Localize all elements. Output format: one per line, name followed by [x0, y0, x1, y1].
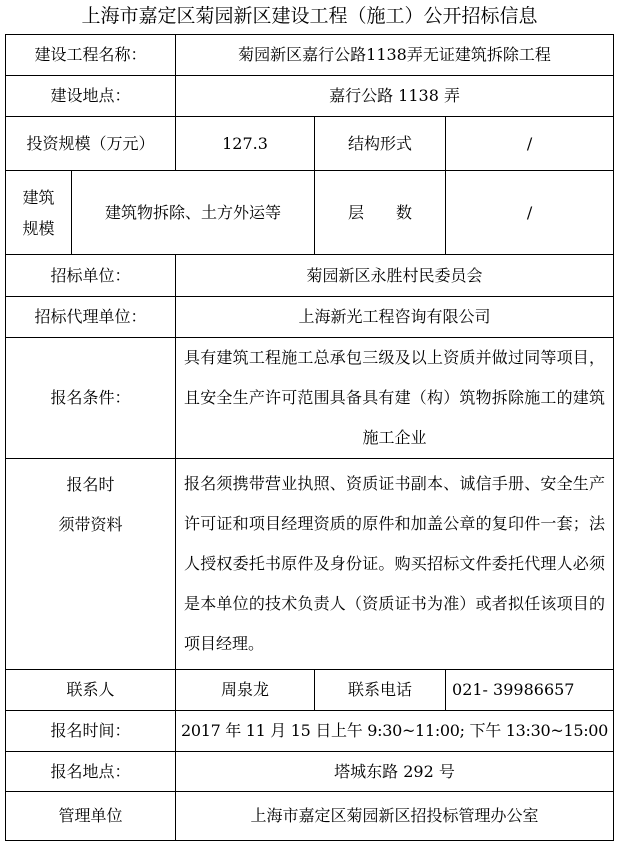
- contact-label: 联系人: [6, 670, 176, 711]
- structure-value: /: [446, 117, 614, 171]
- reg-time-label: 报名时间：: [6, 711, 176, 752]
- reg-time-value: 2017 年 11 月 15 日上午 9:30~11:00; 下午 13:30~15:00: [176, 711, 614, 752]
- floors-label: 层 数: [315, 171, 446, 255]
- row-investment: [6, 117, 614, 171]
- reg-place-label: 报名地点：: [6, 752, 176, 792]
- row-reg-time: [6, 711, 614, 752]
- materials-value: 报名须携带营业执照、资质证书副本、诚信手册、安全生产许可证和项目经理资质的原件和加盖公章的复印件一套；法人授权委托书原件及身份证。购买招标文件委托代理人必须是本单位的技术负责人（资质证书为准）或者拟任该项目的项目经理。: [176, 459, 614, 670]
- contact-value: 周泉龙: [176, 670, 315, 711]
- reg-place-value: 塔城东路 292 号: [176, 752, 614, 792]
- investment-value: 127.3: [176, 117, 315, 171]
- tenderer-label: 招标单位：: [6, 255, 176, 297]
- row-reg-place: [6, 752, 614, 792]
- row-conditions: [6, 338, 614, 459]
- row-tenderer: [6, 255, 614, 297]
- scale-label-line1: 建筑: [22, 187, 55, 207]
- location-value: 嘉行公路 1138 弄: [176, 76, 614, 117]
- scale-value: 建筑物拆除、土方外运等: [72, 171, 315, 255]
- admin-value: 上海市嘉定区菊园新区招投标管理办公室: [176, 792, 614, 841]
- agent-value: 上海新光工程咨询有限公司: [176, 297, 614, 338]
- conditions-value: 具有建筑工程施工总承包三级及以上资质并做过同等项目，且安全生产许可范围具备具有建（构）筑物拆除施工的建筑施工企业: [176, 338, 614, 459]
- materials-label-line2: 须带资料: [58, 515, 123, 534]
- location-label: 建设地点：: [6, 76, 176, 117]
- row-contact: [6, 670, 614, 711]
- admin-label: 管理单位: [6, 792, 176, 841]
- row-location: [6, 76, 614, 117]
- agent-label: 招标代理单位：: [6, 297, 176, 338]
- row-agent: [6, 297, 614, 338]
- scale-label-line2: 规模: [22, 218, 55, 238]
- project-name-label: 建设工程名称：: [6, 35, 176, 76]
- conditions-label: 报名条件：: [6, 338, 176, 459]
- tender-info-table: [5, 34, 614, 841]
- phone-label: 联系电话: [315, 670, 446, 711]
- project-name-value: 菊园新区嘉行公路1138弄无证建筑拆除工程: [176, 35, 614, 76]
- investment-label: 投资规模（万元）: [6, 117, 176, 171]
- row-scale: [6, 171, 614, 255]
- materials-label-line1: 报名时: [66, 475, 115, 494]
- tenderer-value: 菊园新区永胜村民委员会: [176, 255, 614, 297]
- materials-label: [6, 459, 176, 670]
- structure-label: 结构形式: [315, 117, 446, 171]
- floors-value: /: [446, 171, 614, 255]
- page-title: 上海市嘉定区菊园新区建设工程（施工）公开招标信息: [81, 5, 538, 27]
- row-project-name: [6, 35, 614, 76]
- row-materials: [6, 459, 614, 670]
- scale-label: [6, 171, 72, 255]
- row-admin: [6, 792, 614, 841]
- phone-value: 021- 39986657: [446, 670, 614, 711]
